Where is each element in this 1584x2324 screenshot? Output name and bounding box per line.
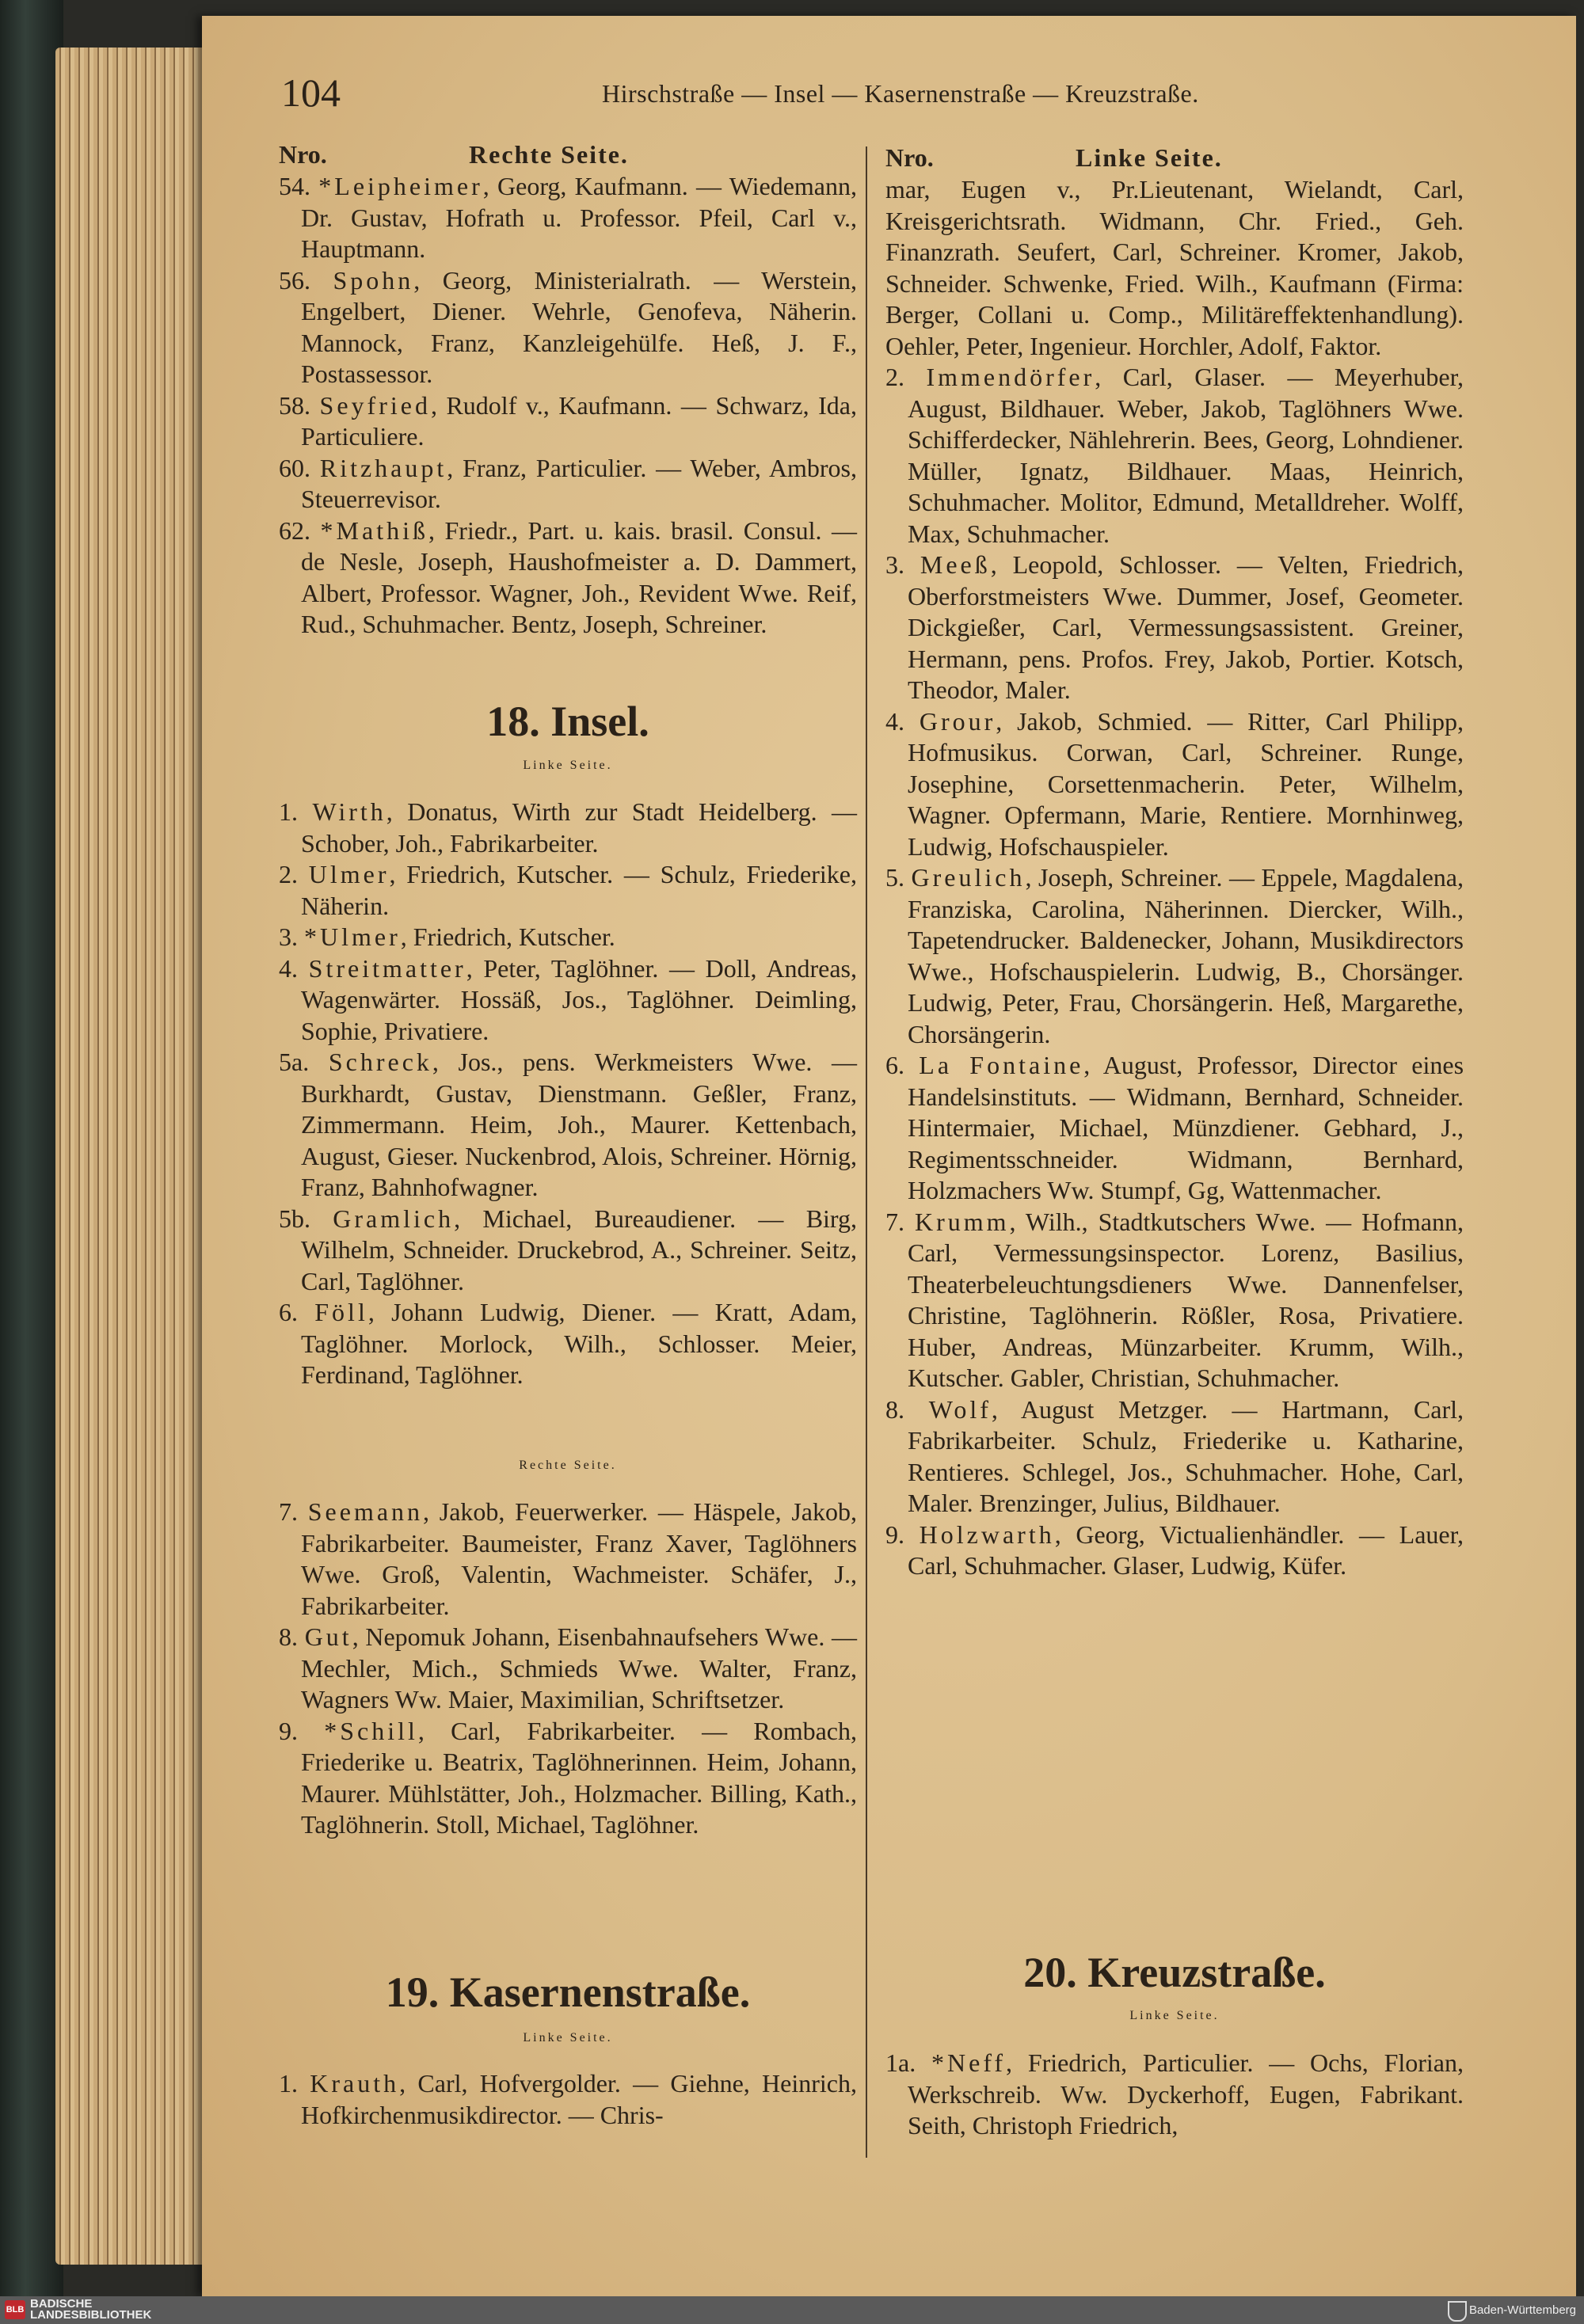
entry-text: , Jakob, Feuerwerker. — Häspele, Jakob, Fabrikarbeiter. Baumeister, Franz Xaver, Taglöhners Wwe. Groß, Valentin, Wachmeister. Schäfer, J., Fabrikarbeiter. xyxy=(301,1497,857,1620)
house-number: 3. xyxy=(279,922,304,951)
resident-name: Spohn xyxy=(333,265,414,295)
nro-label: Nro. xyxy=(279,140,327,169)
entry-text: , Peter, Taglöhner. — Doll, Andreas, Wagenwärter. Hossäß, Jos., Taglöhner. Deimling, Sophie, Privatiere. xyxy=(301,953,858,1045)
directory-entry xyxy=(885,1207,1464,1394)
resident-name: Ritzhaupt xyxy=(319,453,447,482)
directory-entry xyxy=(279,265,857,390)
house-number: 9. xyxy=(279,1716,325,1745)
directory-entry xyxy=(279,922,857,953)
house-number: 5. xyxy=(885,863,912,892)
resident-name: Seyfried xyxy=(319,390,431,420)
entry-text: , Friedrich, Kutscher. — Schulz, Friederike, Näherin. xyxy=(301,860,858,920)
resident-name: *Schill xyxy=(324,1716,418,1745)
entry-text: , Jos., pens. Werkmeisters Wwe. — Burkhardt, Gustav, Dienstmann. Geßler, Franz, Zimmermann. Heim, Joh., Maurer. Kettenbach, August, Gieser. Nuckenbrod, Alois, Schreiner. Hörnig, Franz, Bahnhofwagner. xyxy=(301,1048,858,1201)
house-number: 2. xyxy=(885,363,927,391)
section-title-kreuz: 20. Kreuzstraße. xyxy=(1023,1949,1326,1996)
coat-of-arms-icon xyxy=(1448,2301,1467,2322)
directory-entry xyxy=(885,362,1464,550)
page-edges xyxy=(55,48,214,2265)
state-label: Baden-Württemberg xyxy=(1468,2303,1576,2317)
entry-text: , Leopold, Schlosser. — Velten, Friedrich, Oberforstmeisters Wwe. Dummer, Josef, Geometer. Dickgießer, Carl, Vermessungsassistent. Greiner, Hermann, pens. Profos. Frey, Jakob, Portier. Kotsch, Theodor, Maler. xyxy=(908,550,1464,704)
resident-name: Grour xyxy=(919,706,996,736)
subheading-linke: Linke Seite. xyxy=(1129,2009,1220,2022)
resident-name: Ulmer xyxy=(308,860,390,888)
kaserne-list xyxy=(279,2068,857,2131)
directory-entry xyxy=(885,550,1464,706)
library-line2: LANDESBIBLIOTHEK xyxy=(30,2308,152,2322)
resident-name: Krauth xyxy=(310,2069,400,2098)
entry-text: , Rudolf v., Kaufmann. — Schwarz, Ida, Particuliere. xyxy=(301,390,858,451)
footer-bar xyxy=(0,2296,1584,2324)
directory-entry xyxy=(279,1047,857,1204)
column-divider xyxy=(866,146,867,2158)
resident-name: Greulich xyxy=(911,863,1026,892)
insel-linke-list xyxy=(279,797,857,1391)
house-number: 1. xyxy=(279,2069,310,2098)
subheading-linke: Linke Seite. xyxy=(523,759,613,772)
entry-text: , Carl, Hofvergolder. — Giehne, Heinrich, Hofkirchenmusikdirector. — Chris- xyxy=(301,2069,858,2129)
resident-name: Seemann xyxy=(307,1497,424,1526)
resident-name: La Fontaine xyxy=(919,1051,1084,1079)
directory-entry xyxy=(279,859,857,922)
entry-text: , Friedrich, Kutscher. xyxy=(400,922,615,951)
directory-entry xyxy=(885,706,1464,863)
house-number: 4. xyxy=(885,706,920,736)
side-label: Rechte Seite. xyxy=(469,140,629,169)
directory-entry xyxy=(279,2068,857,2131)
entry-text: , August Metzger. — Hartmann, Carl, Fabrikarbeiter. Schulz, Friederike u. Katharine, Rentieres. Schlegel, Jos., Schuhmacher. Hohe, Carl, Maler. Brenzinger, Julius, Bildhauer. xyxy=(908,1394,1464,1517)
entry-text: , Franz, Particulier. — Weber, Ambros, Steuerrevisor. xyxy=(301,453,858,513)
resident-name: Schreck xyxy=(328,1048,432,1076)
continued-entry: mar, Eugen v., Pr.Lieutenant, Wielandt, Carl, Kreisgerichtsrath. Widmann, Chr. Fried., Geh. Finanzrath. Seufert, Carl, Schreiner. Kromer, Jakob, Schneider. Schwenke, Fried. Wilh., Kaufmann (Firma: Berger, Collani u. Comp., Militäreffektenhandlung). Oehler, Peter, Ingenieur. Horchler, Adolf, Faktor. xyxy=(885,175,1464,360)
house-number: 1a. xyxy=(885,2048,931,2077)
entry-text: , Georg, Victualienhändler. — Lauer, Carl, Schuhmacher. Glaser, Ludwig, Küfer. xyxy=(908,1520,1464,1580)
directory-entry xyxy=(279,453,857,515)
house-number: 6. xyxy=(885,1051,920,1079)
house-number: 7. xyxy=(279,1497,308,1526)
house-number: 1. xyxy=(279,797,313,826)
resident-name: Gut xyxy=(304,1622,352,1651)
section-title-insel: 18. Insel. xyxy=(486,698,649,745)
directory-entry xyxy=(885,1050,1464,1207)
resident-name: *Mathiß xyxy=(320,515,428,545)
resident-name: *Neff xyxy=(931,2048,1007,2077)
directory-entry xyxy=(885,1394,1464,1520)
entry-text: , Joseph, Schreiner. — Eppele, Magdalena, Franziska, Carolina, Näherinnen. Diercker, Wilh., Tapetendrucker. Baldenecker, Johann, Musikdirectors Wwe., Hofschauspielerin. Ludwig, B., Chorsänger. Ludwig, Peter, Frau, Chorsängerin. Heß, Margarethe, Chorsängerin. xyxy=(908,863,1464,1048)
subheading-rechte: Rechte Seite. xyxy=(519,1459,617,1472)
directory-entry xyxy=(279,1716,857,1841)
resident-name: *Ulmer xyxy=(304,922,401,951)
entry-text: , Carl, Fabrikarbeiter. — Rombach, Friederike u. Beatrix, Taglöhnerinnen. Heim, Johann, Maurer. Mühlstätter, Joh., Holzmacher. Billing, Kath., Taglöhnerin. Stoll, Michael, Taglöhner. xyxy=(301,1716,858,1839)
kreuz-list xyxy=(885,2048,1464,2142)
resident-name: Gramlich xyxy=(333,1204,455,1233)
house-number: 5b. xyxy=(279,1204,333,1233)
directory-entry xyxy=(279,1497,857,1622)
insel-rechte-list xyxy=(279,1497,857,1841)
house-number: 3. xyxy=(885,550,920,579)
entry-text: , Michael, Bureaudiener. — Birg, Wilhelm, Schneider. Druckebrod, A., Schreiner. Seitz, Carl, Taglöhner. xyxy=(301,1204,857,1295)
resident-name: Holzwarth xyxy=(919,1520,1055,1549)
resident-name: Krumm xyxy=(914,1207,1010,1236)
house-number: 6. xyxy=(279,1298,315,1326)
directory-entry xyxy=(279,390,857,453)
entry-text: , Friedrich, Particulier. — Ochs, Florian, Werkschreib. Ww. Dyckerhoff, Eugen, Fabrikant. Seith, Christoph Friedrich, xyxy=(908,2048,1464,2140)
entry-text: , Wilh., Stadtkutschers Wwe. — Hofmann, Carl, Vermessungsinspector. Lorenz, Basilius, Theaterbeleuchtungsdieners Wwe. Dannenfelser, Christine, Taglöhnerin. Rößler, Rosa, Privatiere. Huber, Andreas, Münzarbeiter. Krumm, Wilh., Kutscher. Gabler, Christian, Schuhmacher. xyxy=(908,1207,1464,1392)
resident-name: Streitmatter xyxy=(308,953,466,983)
side-label: Linke Seite. xyxy=(1076,143,1223,172)
house-number: 58. xyxy=(279,390,320,420)
entry-text: , August, Professor, Director eines Handelsinstituts. — Widmann, Bernhard, Schneider. Hintermaier, Michael, Münzdiener. Gebhard, J., Regimentsschneider. Widmann, Bernhard, Holzmachers Ww. Stumpf, Gg, Wattenmacher. xyxy=(908,1051,1464,1204)
entry-text: , Georg, Ministerialrath. — Werstein, Engelbert, Diener. Wehrle, Genofeva, Näherin. Mannock, Franz, Kanzleigehülfe. Heß, J. F., Postassessor. xyxy=(301,265,858,388)
directory-entry xyxy=(279,1297,857,1391)
house-number: 54. xyxy=(279,172,319,200)
directory-entry xyxy=(885,2048,1464,2142)
house-number: 7. xyxy=(885,1207,915,1236)
house-number: 8. xyxy=(279,1622,305,1651)
nro-label: Nro. xyxy=(885,143,934,172)
entry-text: , Friedr., Part. u. kais. brasil. Consul. — de Nesle, Joseph, Haushofmeister a. D. Dammert, Albert, Professor. Wagner, Joh., Revident Wwe. Reif, Rud., Schuhmacher. Bentz, Joseph, Schreiner. xyxy=(301,515,857,638)
left-column xyxy=(279,139,857,641)
page-number: 104 xyxy=(281,70,341,115)
house-number: 62. xyxy=(279,515,321,545)
right-column xyxy=(885,143,1464,1582)
subheading-linke: Linke Seite. xyxy=(523,2031,613,2044)
resident-name: Immendörfer xyxy=(926,363,1095,391)
directory-entry xyxy=(279,515,857,641)
library-line1: BADISCHE xyxy=(30,2297,93,2311)
house-number: 9. xyxy=(885,1520,920,1549)
directory-entry xyxy=(279,797,857,859)
directory-entry xyxy=(279,1622,857,1716)
resident-name: Wolf xyxy=(928,1394,992,1424)
directory-entry xyxy=(279,953,857,1048)
resident-name: *Leipheimer xyxy=(318,172,483,200)
directory-entry xyxy=(885,862,1464,1050)
library-name xyxy=(30,2299,151,2321)
house-number: 60. xyxy=(279,453,320,482)
resident-name: Wirth xyxy=(312,797,386,826)
entry-text: , Johann Ludwig, Diener. — Kratt, Adam, Taglöhner. Morlock, Wilh., Schlosser. Meier, Ferdinand, Taglöhner. xyxy=(301,1298,858,1389)
section-title-kaserne: 19. Kasernenstraße. xyxy=(385,1968,751,2016)
directory-entry xyxy=(279,1204,857,1298)
house-number: 56. xyxy=(279,265,333,295)
entry-text: , Jakob, Schmied. — Ritter, Carl Philipp, Hofmusikus. Corwan, Carl, Schreiner. Runge, Josephine, Corsettenmacherin. Peter, Wilhelm, Wagner. Opfermann, Marie, Rentiere. Mornhinweg, Ludwig, Hofschauspieler. xyxy=(908,706,1464,861)
house-number: 2. xyxy=(279,860,309,888)
running-title: Hirschstraße — Insel — Kasernenstraße — Kreuzstraße. xyxy=(602,79,1199,108)
house-number: 4. xyxy=(279,953,309,983)
resident-name: Föll xyxy=(314,1298,368,1326)
book-binding xyxy=(0,0,63,2296)
entry-text: , Carl, Glaser. — Meyerhuber, August, Bildhauer. Weber, Jakob, Taglöhners Wwe. Schifferdecker, Nählehrerin. Bees, Georg, Lohndiener. Müller, Ignatz, Bildhauer. Maas, Heinrich, Schuhmacher. Molitor, Edmund, Metalldreher. Wolff, Max, Schuhmacher. xyxy=(908,363,1464,548)
entry-text: , Donatus, Wirth zur Stadt Heidelberg. — Schober, Joh., Fabrikarbeiter. xyxy=(301,797,858,858)
entry-text: , Georg, Kaufmann. — Wiedemann, Dr. Gustav, Hofrath u. Professor. Pfeil, Carl v., Hauptmann. xyxy=(301,172,857,263)
entry-text: , Nepomuk Johann, Eisenbahnaufsehers Wwe. — Mechler, Mich., Schmieds Wwe. Walter, Franz, Wagners Ww. Maier, Maximilian, Schriftsetzer. xyxy=(301,1622,858,1714)
directory-entry xyxy=(279,171,857,265)
resident-name: Meeß xyxy=(920,550,991,579)
directory-entry xyxy=(885,1520,1464,1582)
house-number: 5a. xyxy=(279,1048,329,1076)
blb-logo: BLB xyxy=(5,2300,25,2319)
house-number: 8. xyxy=(885,1394,929,1424)
